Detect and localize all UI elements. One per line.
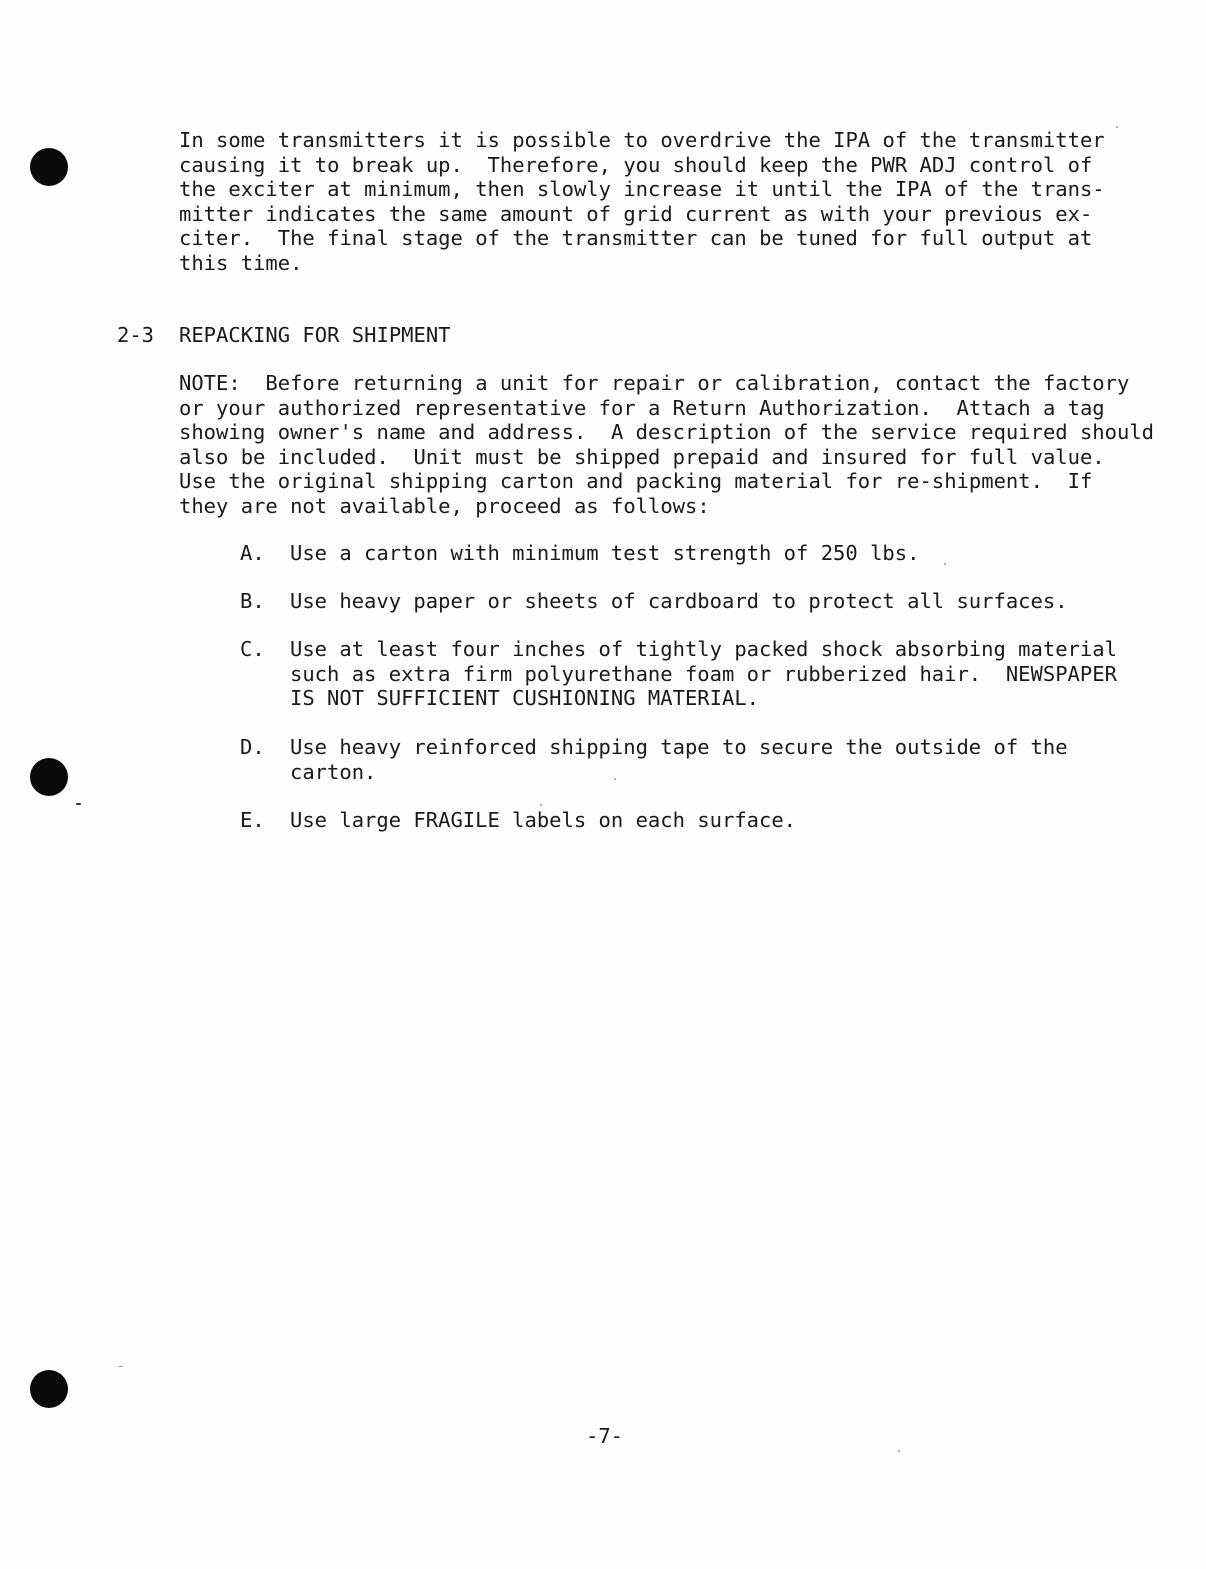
list-item-letter: A. (240, 541, 265, 565)
scan-speck (118, 1366, 123, 1367)
list-item-letter: B. (240, 589, 265, 613)
list-item-text: Use large FRAGILE labels on each surface. (290, 808, 797, 832)
section-heading: REPACKING FOR SHIPMENT (179, 323, 451, 347)
scan-speck (944, 563, 946, 565)
scan-speck (898, 1450, 900, 1452)
section-number: 2-3 (117, 323, 155, 347)
scan-speck (76, 803, 81, 805)
list-item-text: Use at least four inches of tightly packed shock absorbing material such as extra firm polyurethane foam or rubberized hair. NEWSPAPER IS NOT SUFFICIENT CUSHIONING MATERIAL. (290, 637, 1117, 711)
binder-hole-middle (30, 758, 68, 796)
scan-speck (1116, 126, 1118, 128)
list-item-text: Use heavy reinforced shipping tape to secure the outside of the carton. (290, 735, 1068, 784)
list-item-text: Use a carton with minimum test strength of 250 lbs. (290, 541, 920, 565)
scan-speck (614, 778, 616, 780)
list-item-letter: E. (240, 808, 265, 832)
list-item-letter: C. (240, 637, 265, 661)
scan-speck (540, 804, 542, 806)
intro-paragraph: In some transmitters it is possible to overdrive the IPA of the transmitter causing it to break up. Therefore, you should keep the PWR ADJ control of the exciter at minimum, then slowly increase it until the IPA of the trans- mitter indicates the same amount of grid current as with your previous ex- citer. The final stage of the transmitter can be tuned for full output at this time. (179, 128, 1105, 275)
note-paragraph: NOTE: Before returning a unit for repair or calibration, contact the factory or your authorized representative for a Return Authorization. Attach a tag showing owner's name and address. A description of the service required should also be included. Unit must be shipped prepaid and insured for full value. Use the original shipping carton and packing material for re-shipment. If they are not available, proceed as follows: (179, 371, 1155, 518)
list-item-text: Use heavy paper or sheets of cardboard to protect all surfaces. (290, 589, 1068, 613)
page-number: -7- (586, 1424, 624, 1448)
binder-hole-bottom (30, 1370, 68, 1408)
list-item-letter: D. (240, 735, 265, 759)
binder-hole-top (30, 148, 68, 186)
